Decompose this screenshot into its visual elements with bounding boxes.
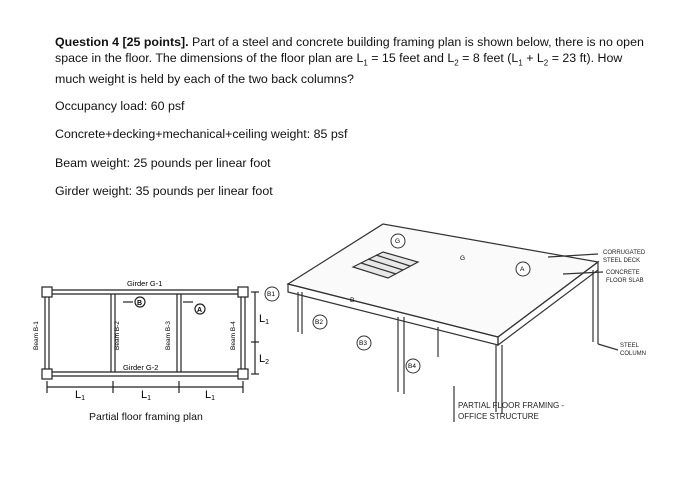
question-body-2: = 15 feet and L xyxy=(367,51,455,65)
iso-caption-1: PARTIAL FLOOR FRAMING - xyxy=(458,401,565,410)
beam-weight: Beam weight: 25 pounds per linear foot xyxy=(55,156,271,170)
dim-l1-right: L1 xyxy=(259,313,270,326)
label-corrugated-2: STEEL DECK xyxy=(603,258,641,264)
label-column-1: STEEL xyxy=(620,343,640,349)
girder-weight: Girder weight: 35 pounds per linear foot xyxy=(55,184,273,198)
dead-load: Concrete+decking+mechanical+ceiling weight: 85 psf xyxy=(55,127,348,141)
question-body-1: Part of a steel and concrete building framing plan is shown below, there is no open space in the floor. The dimensions of the floor plan are L xyxy=(55,35,644,65)
tag-a: A xyxy=(520,266,525,273)
marker-b: B xyxy=(137,300,143,307)
tag-g2: G xyxy=(460,255,466,262)
marker-a: A xyxy=(197,307,203,314)
isometric-framing-sketch xyxy=(258,212,658,452)
tag-b4: B4 xyxy=(408,363,416,370)
tag-b1: B1 xyxy=(267,291,275,298)
question-body-5: = 23 ft). How much weight is held by each of the two back columns? xyxy=(55,51,623,87)
dim-l2-right: L2 xyxy=(259,353,270,366)
subscript-1b: 1 xyxy=(518,58,523,68)
tag-b3: B3 xyxy=(359,340,367,347)
beam-b2-label: Beam B-2 xyxy=(114,321,121,350)
beam-b3-label: Beam B-3 xyxy=(165,321,172,350)
girder-g1-label: Girder G-1 xyxy=(127,279,163,288)
label-column-2: COLUMN xyxy=(620,351,647,357)
iso-caption-2: OFFICE STRUCTURE xyxy=(458,412,539,421)
tag-b2: B2 xyxy=(315,319,323,326)
subscript-1: 1 xyxy=(363,58,368,68)
question-body-3: = 8 feet (L xyxy=(458,51,519,65)
beam-b4-label: Beam B-4 xyxy=(230,321,237,350)
dim-l1-c: L1 xyxy=(205,389,216,402)
label-corrugated-1: CORRUGATED xyxy=(603,250,646,256)
question-heading: Question 4 [25 points]. xyxy=(55,35,189,49)
dim-l1-a: L1 xyxy=(75,389,86,402)
label-concrete-1: CONCRETE xyxy=(606,270,640,276)
subscript-2b: 2 xyxy=(543,58,549,68)
subscript-2: 2 xyxy=(454,58,459,68)
plan-caption: Partial floor framing plan xyxy=(89,411,203,423)
girder-g2-label: Girder G-2 xyxy=(123,363,159,372)
occupancy-load: Occupancy load: 60 psf xyxy=(55,99,185,113)
question-text xyxy=(55,34,655,87)
beam-b1-label: Beam B-1 xyxy=(33,321,40,350)
label-concrete-2: FLOOR SLAB xyxy=(606,278,644,284)
tag-g1: G xyxy=(395,238,401,245)
question-body-4: + L xyxy=(522,51,544,65)
dim-l1-b: L1 xyxy=(141,389,152,402)
tag-b: B xyxy=(350,297,355,304)
